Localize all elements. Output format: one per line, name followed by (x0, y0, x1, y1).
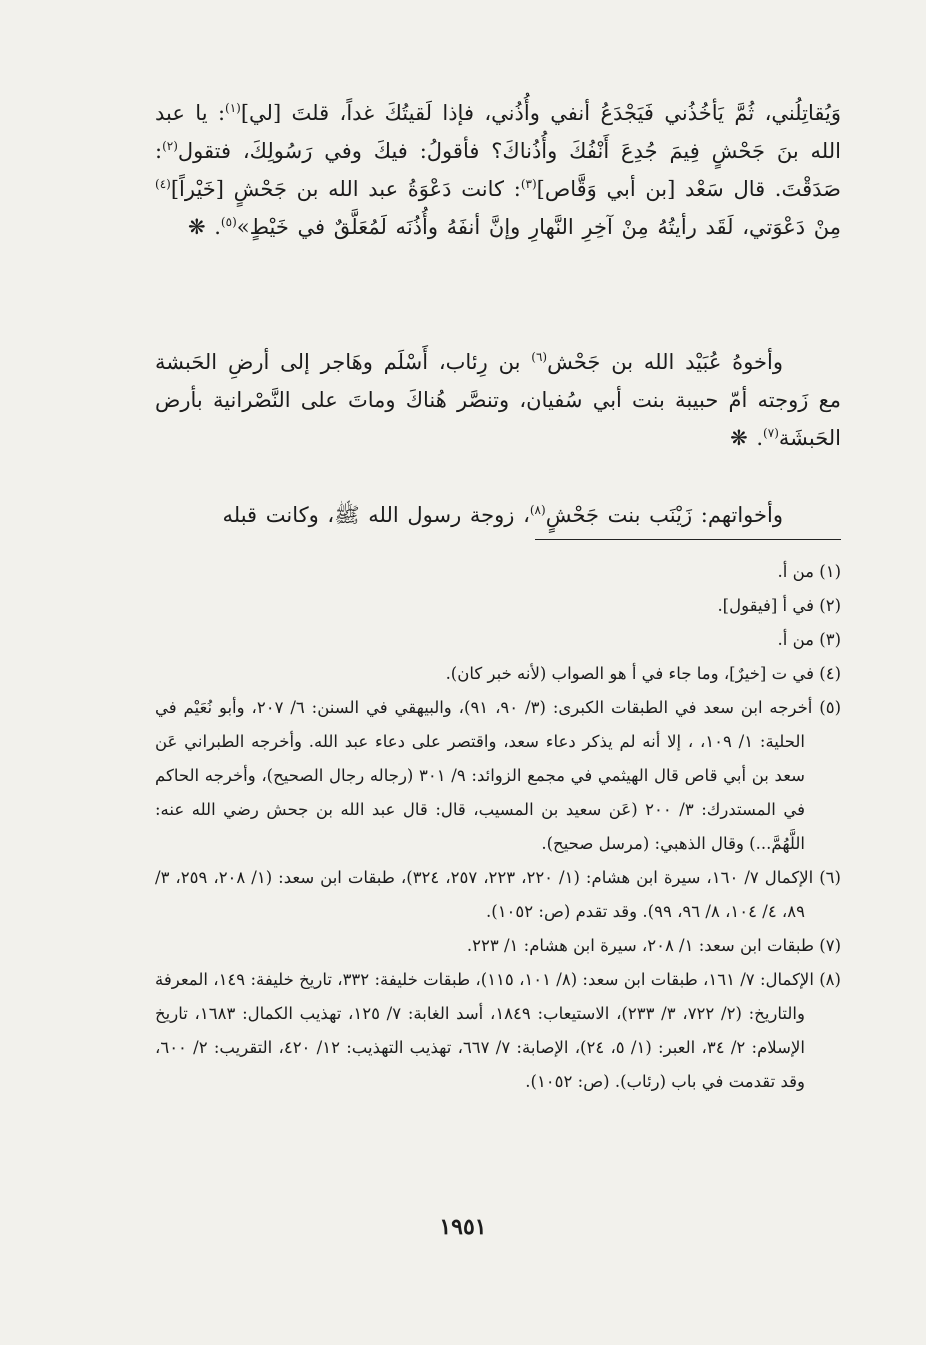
text-segment: وَيُقاتِلُني، ثُمَّ يَأخُذُني فَيَجْدَعُ أنفي وأُذُني، فإذا لَقيتُكَ غداً، قلتَ [لي] (240, 101, 841, 125)
footnote-ref: (١) (225, 101, 241, 115)
text-segment: ، زوجة رسول الله ﷺ، وكانت قبله (222, 503, 530, 527)
footnote-1 (155, 555, 841, 589)
footnote-ref: (٥) (220, 215, 237, 229)
end-mark: . ❋ (730, 426, 764, 450)
footnote-text: الإكمال ٧/ ١٦٠، سيرة ابن هشام: (١/ ٢٢٠، ٢٢٣، ٢٥٧، ٣٢٤)، طبقات ابن سعد: (١/ ٢٠٨، ٢٥٩، ٣/ ٨٩، ٤/ ١٠٤، ٨/ ٩٦، ٩٩). وقد تقدم (ص: ١٠٥٢). (155, 868, 814, 921)
footnote-6 (155, 861, 841, 929)
text-segment: : يا عبد الله بنَ جَحْشٍ فِيمَ جُدِعَ أَنْفُكَ وأُذُناكَ؟ فأقولُ: فيكَ وفي رَسُولِكَ، فتقول (155, 101, 841, 163)
footnote-ref: (٨) (529, 503, 546, 517)
text-segment: مِنْ دَعْوَتي، لَقَد رأيتُهُ مِنْ آخِرِ النَّهارِ وإنَّ أنفَهُ وأُذُنَه لَمُعَلَّقٌ في خَيْطٍ» (236, 215, 841, 239)
footnote-number: (٤) (819, 664, 841, 683)
footnote-ref: (٢) (162, 139, 178, 153)
footnote-number: (٣) (819, 630, 841, 649)
footnote-text: من أ. (777, 630, 814, 649)
text-segment: وأخواتهم: زَيْنَب بنت جَحْشٍ (545, 503, 783, 527)
footnote-text: من أ. (777, 562, 814, 581)
footnote-ref: (٤) (155, 177, 171, 191)
footnote-text: أخرجه ابن سعد في الطبقات الكبرى: (٣/ ٩٠، ٩١)، والبيهقي في السنن: ٦/ ٢٠٧، وأبو نُعَيْم في الحلية: ١/ ١٠٩، ، إلا أنه لم يذكر دعاء سعد، واقتصر على دعاء عبد الله. وأخرجه الطبراني عَن سعد بن أبي قاص قال الهيثمي في مجمع الزوائد: ٩/ ٣٠١ (رجاله رجال الصحيح)، وأخرجه الحاكم في المستدرك: ٣/ ٢٠٠ (عَن سعيد بن المسيب، قال: قال عبد الله بن جحش رضي الله عنه: اللَّهُمَّ...) وقال الذهبي: (مرسل صحيح). (155, 698, 813, 853)
footnote-7 (155, 929, 841, 963)
footnote-number: (٥) (819, 698, 842, 717)
footnote-ref: (٧) (763, 426, 779, 440)
footnote-number: (٨) (819, 970, 841, 989)
text-segment: : كانت دَعْوَةُ عبد الله بن جَحْشٍ [خَيْراً] (170, 177, 521, 201)
paragraph-2 (155, 343, 841, 457)
footnote-separator (535, 539, 841, 540)
paragraph-3 (155, 496, 841, 534)
footnote-5 (155, 691, 841, 861)
footnote-ref: (٦) (531, 350, 548, 364)
footnote-number: (٢) (819, 596, 841, 615)
footnote-ref: (٣) (520, 177, 537, 191)
text-segment: : صَدَقْتَ. قال سَعْد [بن أبي وَقَّاص] (155, 139, 841, 201)
text-segment: بن رِئاب، أَسْلَم وهَاجر إلى أرضِ الحَبشة مع زَوجته أمّ حبيبة بنت أبي سُفيان، وتنصَّر هُناكَ وماتَ على النَّصْرانية بأرض الحَبشَة (155, 350, 841, 450)
footnote-number: (٧) (819, 936, 841, 955)
text-segment: وأخوهُ عُبَيْد الله بن جَحْش (547, 350, 783, 374)
footnote-3 (155, 623, 841, 657)
footnote-2 (155, 589, 841, 623)
footnote-text: طبقات ابن سعد: ١/ ٢٠٨، سيرة ابن هشام: ١/ ٢٢٣. (466, 936, 814, 955)
footnote-number: (٦) (819, 868, 841, 887)
footnote-text: في أ [فيقول]. (717, 596, 814, 615)
footnote-4 (155, 657, 841, 691)
end-mark: . ❋ (187, 215, 221, 239)
page-number: ١٩٥١ (439, 1214, 487, 1240)
paragraph-1 (155, 94, 841, 246)
footnote-8 (155, 963, 841, 1099)
footnotes (155, 555, 841, 1099)
footnote-text: الإكمال: ٧/ ١٦١، طبقات ابن سعد: (٨/ ١٠١، ١١٥)، طبقات خليفة: ٣٣٢، تاريخ خليفة: ١٤٩، المعرفة والتاريخ: (٢/ ٧٢٢، ٣/ ٢٣٣)، الاستيعاب: ١٨٤٩، أسد الغابة: ٧/ ١٢٥، تهذيب الكمال: ١٦٨٣، تاريخ الإسلام: ٢/ ٣٤، العبر: (١/ ٥، ٢٤)، الإصابة: ٧/ ٦٦٧، تهذيب التهذيب: ١٢/ ٤٢٠، التقريب: ٢/ ٦٠٠، وقد تقدمت في باب (رئاب). (ص: ١٠٥٢). (155, 970, 814, 1091)
footnote-number: (١) (819, 562, 841, 581)
footnote-text: في ت [خيرٌ]، وما جاء في أ هو الصواب (لأنه خبر كان). (445, 664, 814, 683)
